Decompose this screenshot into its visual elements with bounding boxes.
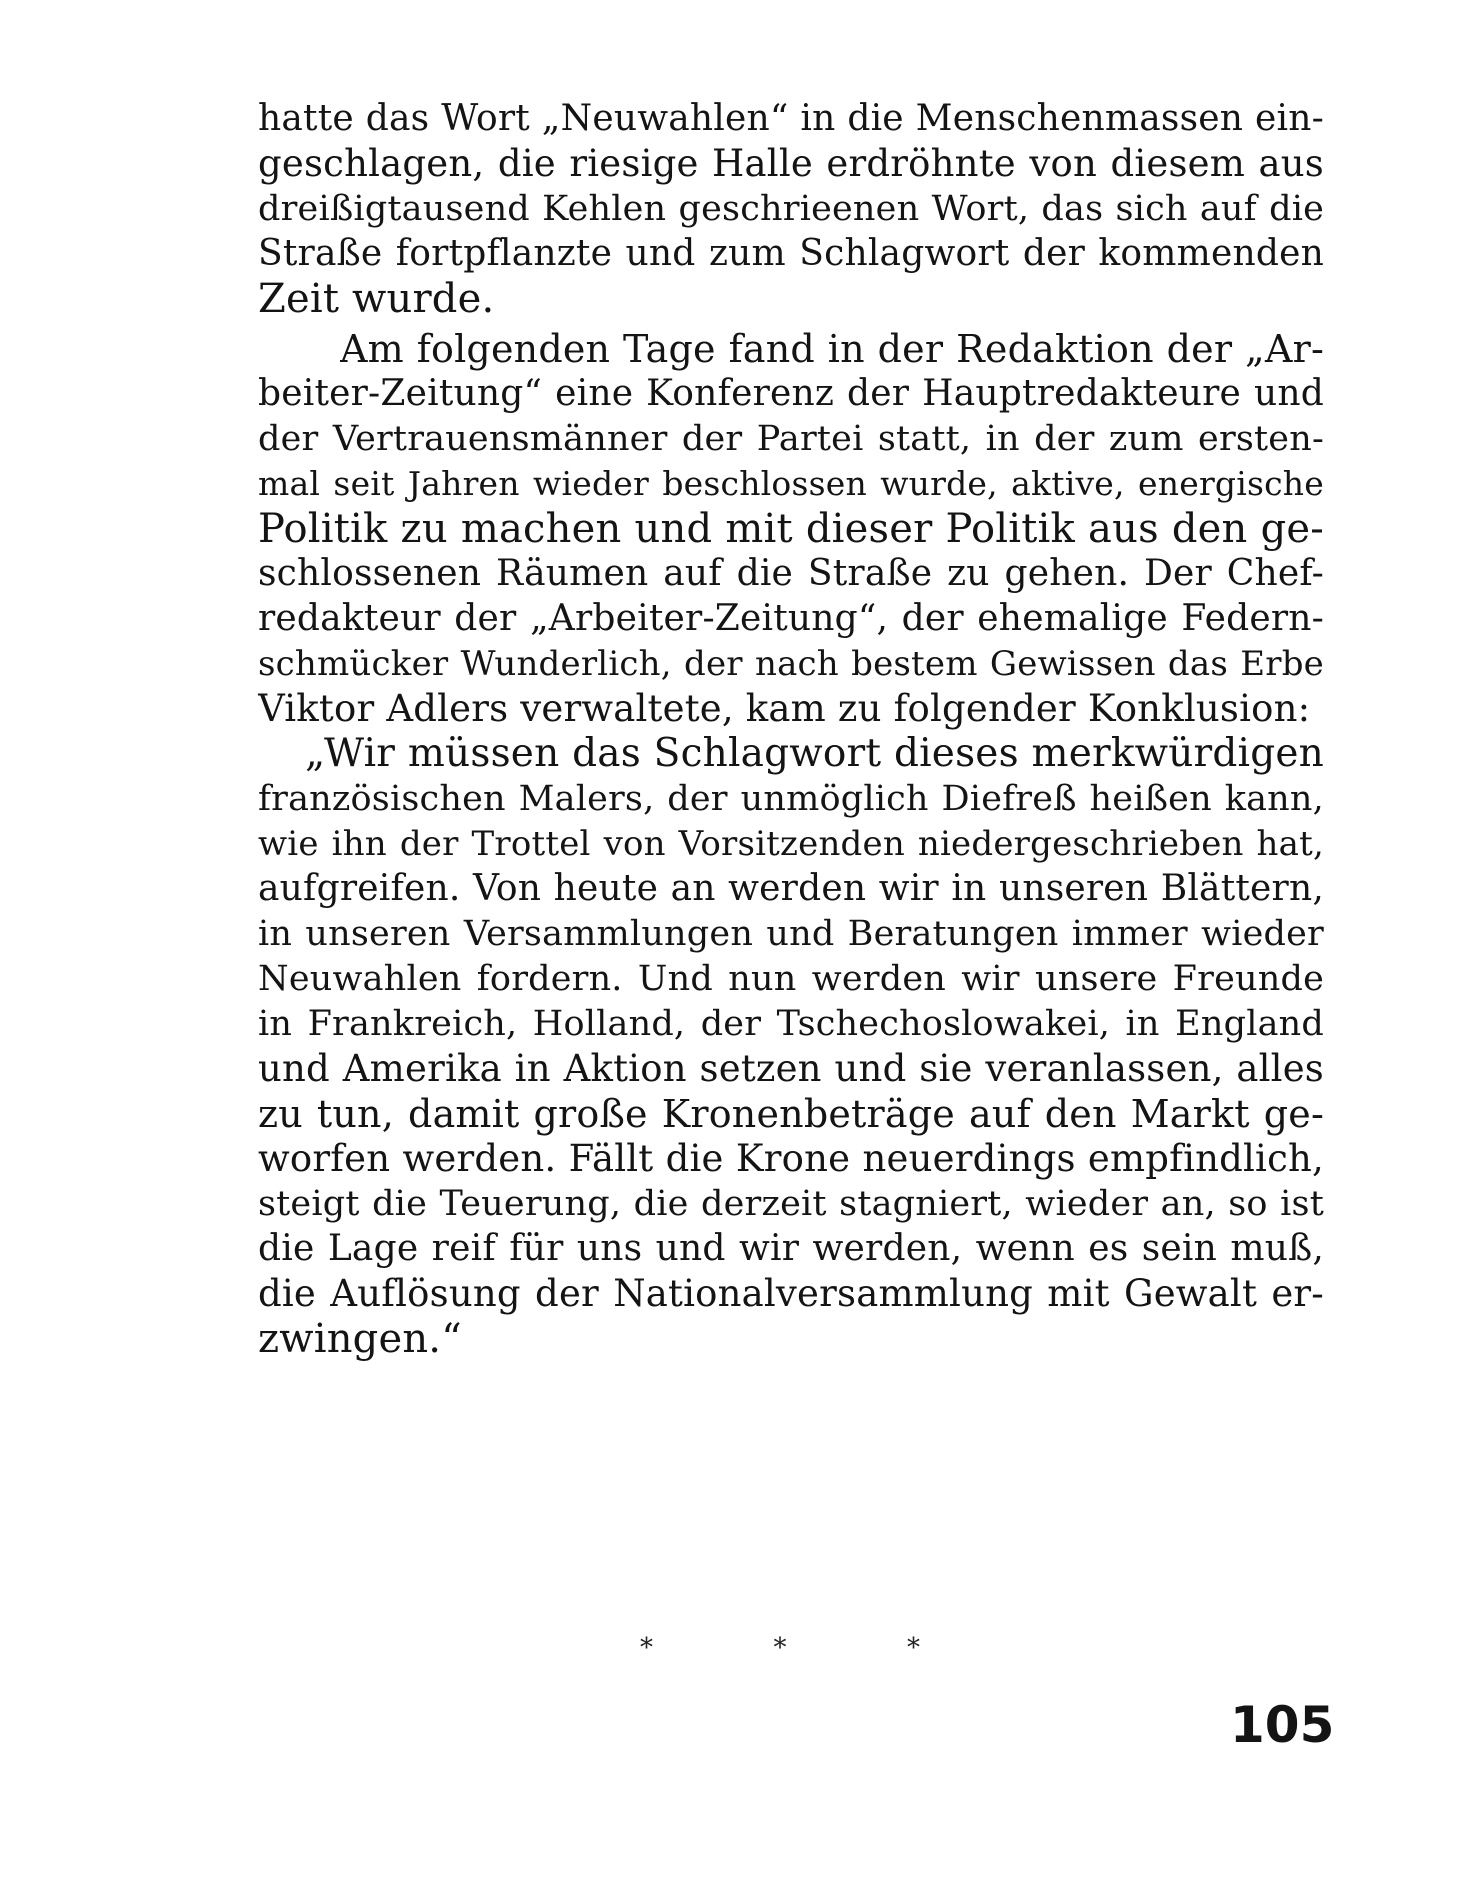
asterisk: * [907,1633,920,1663]
text-line: hatte das Wort „Neuwahlen“ in die Menschenmassen ein- [258,98,1324,139]
text-line: in unseren Versammlungen und Beratungen immer wieder [258,914,1324,954]
page-number: 105 [1230,1696,1335,1754]
text-line: worfen werden. Fällt die Krone neuerdings empfindlich, [258,1137,1324,1180]
text-line: und Amerika in Aktion setzen und sie veranlassen, alles [258,1047,1324,1090]
text-line: mal seit Jahren wieder beschlossen wurde, aktive, energische [258,464,1324,503]
text-line: in Frankreich, Holland, der Tschechoslowakei, in England [258,1004,1324,1044]
text-line: steigt die Teuerung, die derzeit stagniert, wieder an, so ist [258,1184,1324,1224]
text-line: beiter-Zeitung“ eine Konferenz der Hauptredakteure und [258,373,1324,414]
text-line: Neuwahlen fordern. Und nun werden wir unsere Freunde [258,959,1324,999]
text-line: Zeit wurde. [258,276,495,322]
text-line: redakteur der „Arbeiter-Zeitung“, der ehemalige Federn- [258,598,1324,639]
text-line: dreißigtausend Kehlen geschrieenen Wort, das sich auf die [258,189,1324,229]
text-line: Straße fortpflanzte und zum Schlagwort der kommenden [258,233,1324,274]
text-line: die Lage reif für uns und wir werden, wenn es sein muß, [258,1228,1324,1269]
asterisk: * [773,1633,787,1663]
text-line: Viktor Adlers verwaltete, kam zu folgender Konklusion: [258,687,1311,730]
text-line: Politik zu machen und mit dieser Politik aus den ge- [258,506,1324,552]
text-line: schmücker Wunderlich, der nach bestem Gewissen das Erbe [258,644,1324,684]
text-line: der Vertrauensmänner der Partei statt, in der zum ersten- [258,419,1324,459]
text-line: die Auflösung der Nationalversammlung mit Gewalt er- [258,1272,1324,1315]
text-line: Am folgenden Tage fand in der Redaktion der „Ar- [340,327,1324,371]
text-line: französischen Malers, der unmöglich Diefreß heißen kann, [258,779,1324,819]
text-line: aufgreifen. Von heute an werden wir in unseren Blättern, [258,868,1324,909]
section-break [640,1628,920,1668]
text-line: schlossenen Räumen auf die Straße zu gehen. Der Chef- [258,553,1324,594]
asterisk: * [640,1633,653,1663]
text-line: zu tun, damit große Kronenbeträge auf den Markt ge- [258,1092,1324,1136]
text-line: „Wir müssen das Schlagwort dieses merkwürdigen [305,731,1324,776]
text-line: wie ihn der Trottel von Vorsitzenden niedergeschrieben hat, [258,824,1324,864]
text-line: zwingen.“ [258,1316,462,1362]
text-line: geschlagen, die riesige Halle erdröhnte von diesem aus [258,142,1324,185]
